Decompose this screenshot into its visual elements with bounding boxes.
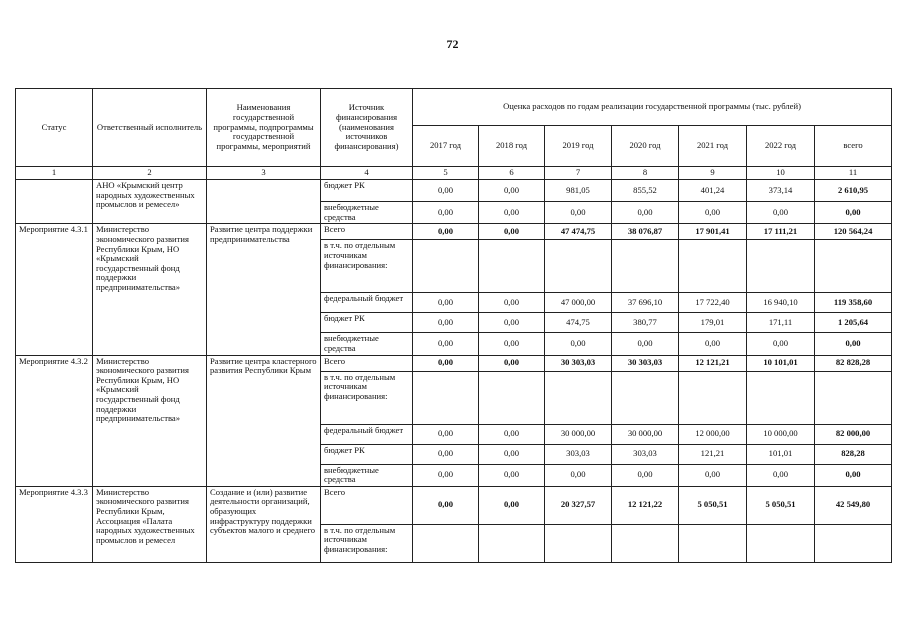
value-cell: 38 076,87 [612, 224, 679, 240]
value-cell: 121,21 [679, 444, 747, 464]
status-cell: Мероприятие 4.3.2 [16, 355, 93, 486]
value-cell: 373,14 [747, 180, 815, 202]
value-cell: 0,00 [815, 202, 892, 224]
value-cell: 0,00 [747, 202, 815, 224]
source-cell: федеральный бюджет [321, 424, 413, 444]
table-row [16, 180, 892, 202]
value-cell: 0,00 [479, 293, 545, 313]
value-cell: 0,00 [479, 424, 545, 444]
value-cell: 17 901,41 [679, 224, 747, 240]
value-cell: 10 101,01 [747, 355, 815, 371]
value-cell: 0,00 [413, 202, 479, 224]
value-cell: 0,00 [479, 464, 545, 486]
value-cell: 0,00 [479, 333, 545, 355]
value-cell: 1 205,64 [815, 313, 892, 333]
column-index-5: 6 [479, 167, 545, 180]
header-year-1: 2018 год [479, 126, 545, 167]
header-executor: Ответственный исполнитель [93, 89, 207, 167]
value-cell: 0,00 [747, 464, 815, 486]
value-cell: 16 940,10 [747, 293, 815, 313]
status-cell [16, 180, 93, 224]
value-cell: 82 828,28 [815, 355, 892, 371]
value-cell: 0,00 [747, 333, 815, 355]
executor-cell: Министерство экономического развития Республики Крым, НО «Крымский государственный фонд поддержки предпринимательства» [93, 355, 207, 486]
column-index-8: 9 [679, 167, 747, 180]
value-cell: 119 358,60 [815, 293, 892, 313]
source-cell: внебюджетные средства [321, 333, 413, 355]
value-cell: 303,03 [612, 444, 679, 464]
value-cell: 47 000,00 [545, 293, 612, 313]
value-cell: 0,00 [545, 464, 612, 486]
source-cell: бюджет РК [321, 313, 413, 333]
value-cell [545, 524, 612, 562]
value-cell [747, 240, 815, 293]
column-index-2: 3 [207, 167, 321, 180]
header-year-2: 2019 год [545, 126, 612, 167]
source-cell: бюджет РК [321, 444, 413, 464]
value-cell: 0,00 [815, 333, 892, 355]
value-cell: 380,77 [612, 313, 679, 333]
value-cell: 474,75 [545, 313, 612, 333]
value-cell: 0,00 [612, 202, 679, 224]
value-cell: 42 549,80 [815, 486, 892, 524]
column-index-3: 4 [321, 167, 413, 180]
value-cell: 12 121,21 [679, 355, 747, 371]
value-cell [479, 524, 545, 562]
header-status: Статус [16, 89, 93, 167]
value-cell: 303,03 [545, 444, 612, 464]
value-cell: 30 000,00 [545, 424, 612, 444]
value-cell: 179,01 [679, 313, 747, 333]
header-year-4: 2021 год [679, 126, 747, 167]
value-cell [679, 240, 747, 293]
budget-table [15, 88, 892, 563]
value-cell [747, 524, 815, 562]
value-cell: 0,00 [479, 486, 545, 524]
value-cell [612, 524, 679, 562]
value-cell: 0,00 [679, 333, 747, 355]
value-cell: 30 000,00 [612, 424, 679, 444]
executor-cell: Министерство экономического развития Республики Крым, Ассоциация «Палата народных художественных промыслов и ремесел [93, 486, 207, 562]
value-cell: 0,00 [413, 180, 479, 202]
source-cell: внебюджетные средства [321, 464, 413, 486]
value-cell: 0,00 [413, 424, 479, 444]
value-cell [413, 524, 479, 562]
value-cell: 0,00 [545, 333, 612, 355]
value-cell: 12 121,22 [612, 486, 679, 524]
header-name: Наименования государственной программы, подпрограммы государственной программы, мероприятий [207, 89, 321, 167]
source-cell: федеральный бюджет [321, 293, 413, 313]
value-cell: 30 303,03 [545, 355, 612, 371]
value-cell: 0,00 [413, 486, 479, 524]
value-cell: 0,00 [479, 444, 545, 464]
column-index-1: 2 [93, 167, 207, 180]
value-cell: 47 474,75 [545, 224, 612, 240]
value-cell: 37 696,10 [612, 293, 679, 313]
value-cell [545, 371, 612, 424]
value-cell: 0,00 [413, 224, 479, 240]
value-cell [815, 240, 892, 293]
column-index-7: 8 [612, 167, 679, 180]
value-cell [815, 371, 892, 424]
value-cell [679, 371, 747, 424]
value-cell: 401,24 [679, 180, 747, 202]
header-year-5: 2022 год [747, 126, 815, 167]
value-cell: 0,00 [479, 224, 545, 240]
value-cell: 17 722,40 [679, 293, 747, 313]
value-cell: 0,00 [479, 313, 545, 333]
column-index-4: 5 [413, 167, 479, 180]
header-source: Источник финансирования (наименования источников финансирования) [321, 89, 413, 167]
source-cell: в т.ч. по отдельным источникам финансирования: [321, 240, 413, 293]
status-cell: Мероприятие 4.3.1 [16, 224, 93, 355]
value-cell: 20 327,57 [545, 486, 612, 524]
table-row [16, 355, 892, 371]
header-year-6: всего [815, 126, 892, 167]
value-cell [612, 371, 679, 424]
source-cell: Всего [321, 486, 413, 524]
source-cell: в т.ч. по отдельным источникам финансирования: [321, 524, 413, 562]
value-cell: 30 303,03 [612, 355, 679, 371]
header-year-0: 2017 год [413, 126, 479, 167]
value-cell: 0,00 [413, 355, 479, 371]
column-index-9: 10 [747, 167, 815, 180]
value-cell: 101,01 [747, 444, 815, 464]
header-year-3: 2020 год [612, 126, 679, 167]
value-cell: 17 111,21 [747, 224, 815, 240]
value-cell: 0,00 [679, 202, 747, 224]
table-row [16, 486, 892, 524]
source-cell: в т.ч. по отдельным источникам финансирования: [321, 371, 413, 424]
value-cell: 981,05 [545, 180, 612, 202]
value-cell: 5 050,51 [747, 486, 815, 524]
value-cell [413, 240, 479, 293]
column-index-10: 11 [815, 167, 892, 180]
value-cell: 0,00 [413, 464, 479, 486]
value-cell: 0,00 [612, 464, 679, 486]
value-cell [815, 524, 892, 562]
value-cell: 82 000,00 [815, 424, 892, 444]
value-cell: 0,00 [413, 293, 479, 313]
source-cell: Всего [321, 224, 413, 240]
value-cell: 0,00 [545, 202, 612, 224]
value-cell: 0,00 [413, 333, 479, 355]
value-cell: 0,00 [612, 333, 679, 355]
source-cell: бюджет РК [321, 180, 413, 202]
source-cell: Всего [321, 355, 413, 371]
executor-cell: Министерство экономического развития Республики Крым, НО «Крымский государственный фонд поддержки предпринимательства» [93, 224, 207, 355]
value-cell: 2 610,95 [815, 180, 892, 202]
value-cell: 0,00 [479, 180, 545, 202]
column-index-0: 1 [16, 167, 93, 180]
value-cell: 0,00 [479, 202, 545, 224]
value-cell: 0,00 [815, 464, 892, 486]
value-cell: 0,00 [679, 464, 747, 486]
program-name-cell: Создание и (или) развитие деятельности организаций, образующих инфраструктуру поддержки субъектов малого и среднего [207, 486, 321, 562]
value-cell [479, 371, 545, 424]
value-cell: 0,00 [413, 313, 479, 333]
status-cell: Мероприятие 4.3.3 [16, 486, 93, 562]
value-cell [545, 240, 612, 293]
executor-cell: АНО «Крымский центр народных художественных промыслов и ремесел» [93, 180, 207, 224]
value-cell [612, 240, 679, 293]
value-cell [413, 371, 479, 424]
value-cell: 10 000,00 [747, 424, 815, 444]
value-cell: 828,28 [815, 444, 892, 464]
value-cell: 171,11 [747, 313, 815, 333]
value-cell [747, 371, 815, 424]
value-cell [679, 524, 747, 562]
program-name-cell [207, 180, 321, 224]
program-name-cell: Развитие центра поддержки предпринимательства [207, 224, 321, 355]
value-cell: 120 564,24 [815, 224, 892, 240]
value-cell: 5 050,51 [679, 486, 747, 524]
value-cell: 855,52 [612, 180, 679, 202]
value-cell: 12 000,00 [679, 424, 747, 444]
value-cell: 0,00 [479, 355, 545, 371]
value-cell [479, 240, 545, 293]
page-number: 72 [446, 37, 459, 51]
column-index-6: 7 [545, 167, 612, 180]
value-cell: 0,00 [413, 444, 479, 464]
table-row [16, 224, 892, 240]
program-name-cell: Развитие центра кластерного развития Республики Крым [207, 355, 321, 486]
header-estimate: Оценка расходов по годам реализации государственной программы (тыс. рублей) [413, 89, 892, 126]
source-cell: внебюджетные средства [321, 202, 413, 224]
